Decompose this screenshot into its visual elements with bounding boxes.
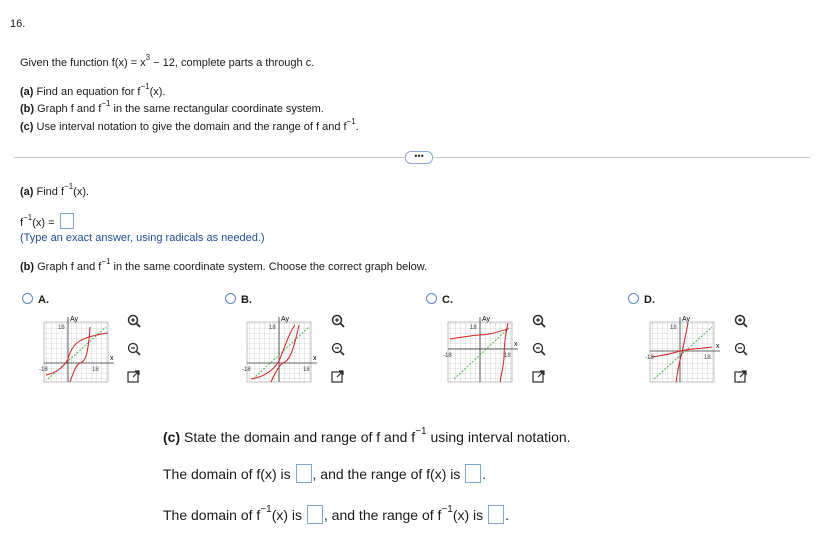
graph-d-y-label: Ay (682, 316, 691, 323)
graph-c-tick-top: 18 (470, 325, 477, 331)
answer-c-line-f: The domain of f(x) is , and the range of f(x) is . (163, 466, 487, 482)
option-a[interactable]: A. (22, 293, 49, 306)
graph-d-tick-right: 18 (704, 355, 711, 361)
graph-b (239, 313, 329, 385)
inverse-answer-input[interactable] (60, 213, 74, 229)
prompt-part-a: (a) Find an equation for $f^{-1}(x)$. (20, 82, 166, 98)
answer-a-hint: (Type an exact answer, using radicals as needed.) (20, 232, 265, 244)
graph-b-tick-top: 18 (269, 325, 276, 331)
zoom-out-icon[interactable] (126, 341, 142, 357)
prompt-part-c: (c) Use interval notation to give the domain and the range of f and $f^{-1}$. (20, 117, 359, 133)
range-inverse-input[interactable] (488, 505, 504, 524)
answer-a-equation: $f^{-1}(x)$ = (20, 213, 74, 229)
graph-b-y-label: Ay (281, 316, 290, 323)
graph-a-x-label: x (110, 355, 114, 362)
graph-d-tick-top: 18 (670, 325, 677, 331)
option-b[interactable]: B. (225, 293, 252, 306)
graph-c (440, 313, 530, 385)
range-f-input[interactable] (465, 464, 481, 483)
graph-c-y-label: Ay (482, 316, 491, 323)
option-c[interactable]: C. (426, 293, 453, 306)
graph-a-tick-right: 18 (92, 367, 99, 373)
option-d-radio[interactable] (628, 293, 639, 304)
graph-c-x-label: x (514, 341, 518, 348)
expand-graph-icon[interactable] (733, 369, 749, 385)
option-c-radio[interactable] (426, 293, 437, 304)
graph-d-tick-left: -18 (645, 355, 654, 361)
expand-graph-icon[interactable] (330, 369, 346, 385)
answer-c-line-inverse: The domain of $f^{-1}(x)$ is , and the range of $f^{-1}(x)$ is . (163, 504, 509, 523)
domain-inverse-input[interactable] (307, 505, 323, 524)
graph-a-tick-top: 18 (58, 325, 65, 331)
graph-c-tick-left: -18 (443, 353, 452, 359)
domain-f-input[interactable] (296, 464, 312, 483)
zoom-in-icon[interactable] (126, 313, 142, 329)
prompt-part-b: (b) Graph f and $f^{-1}$ in the same rectangular coordinate system. (20, 99, 324, 115)
expand-graph-icon[interactable] (531, 369, 547, 385)
answer-b-heading: (b) Graph f and $f^{-1}$ in the same coordinate system. Choose the correct graph below. (20, 257, 428, 273)
graph-a-tick-left: -18 (39, 367, 48, 373)
graph-b-tick-left: -18 (242, 367, 251, 373)
expand-more-button[interactable]: ••• (405, 151, 433, 164)
answer-a-heading: (a) Find $f^{-1}(x)$. (20, 182, 90, 198)
graph-a (36, 313, 126, 385)
answer-c-heading: (c) State the domain and range of f and $f^{-1}$ using interval notation. (163, 426, 571, 445)
question-number: 16. (10, 18, 26, 30)
zoom-in-icon[interactable] (733, 313, 749, 329)
graph-d-x-label: x (716, 343, 720, 350)
expand-graph-icon[interactable] (126, 369, 142, 385)
zoom-in-icon[interactable] (330, 313, 346, 329)
zoom-out-icon[interactable] (733, 341, 749, 357)
option-d[interactable]: D. (628, 293, 655, 306)
zoom-in-icon[interactable] (531, 313, 547, 329)
zoom-out-icon[interactable] (531, 341, 547, 357)
graph-d (642, 313, 732, 385)
option-a-radio[interactable] (22, 293, 33, 304)
zoom-out-icon[interactable] (330, 341, 346, 357)
option-b-radio[interactable] (225, 293, 236, 304)
graph-b-tick-right: 18 (303, 367, 310, 373)
prompt-intro: Given the function $f(x) = x^3 - 12$, complete parts a through c. (20, 53, 315, 69)
graph-a-y-label: Ay (70, 316, 79, 323)
graph-b-x-label: x (313, 355, 317, 362)
graph-c-tick-right: 18 (504, 353, 511, 359)
